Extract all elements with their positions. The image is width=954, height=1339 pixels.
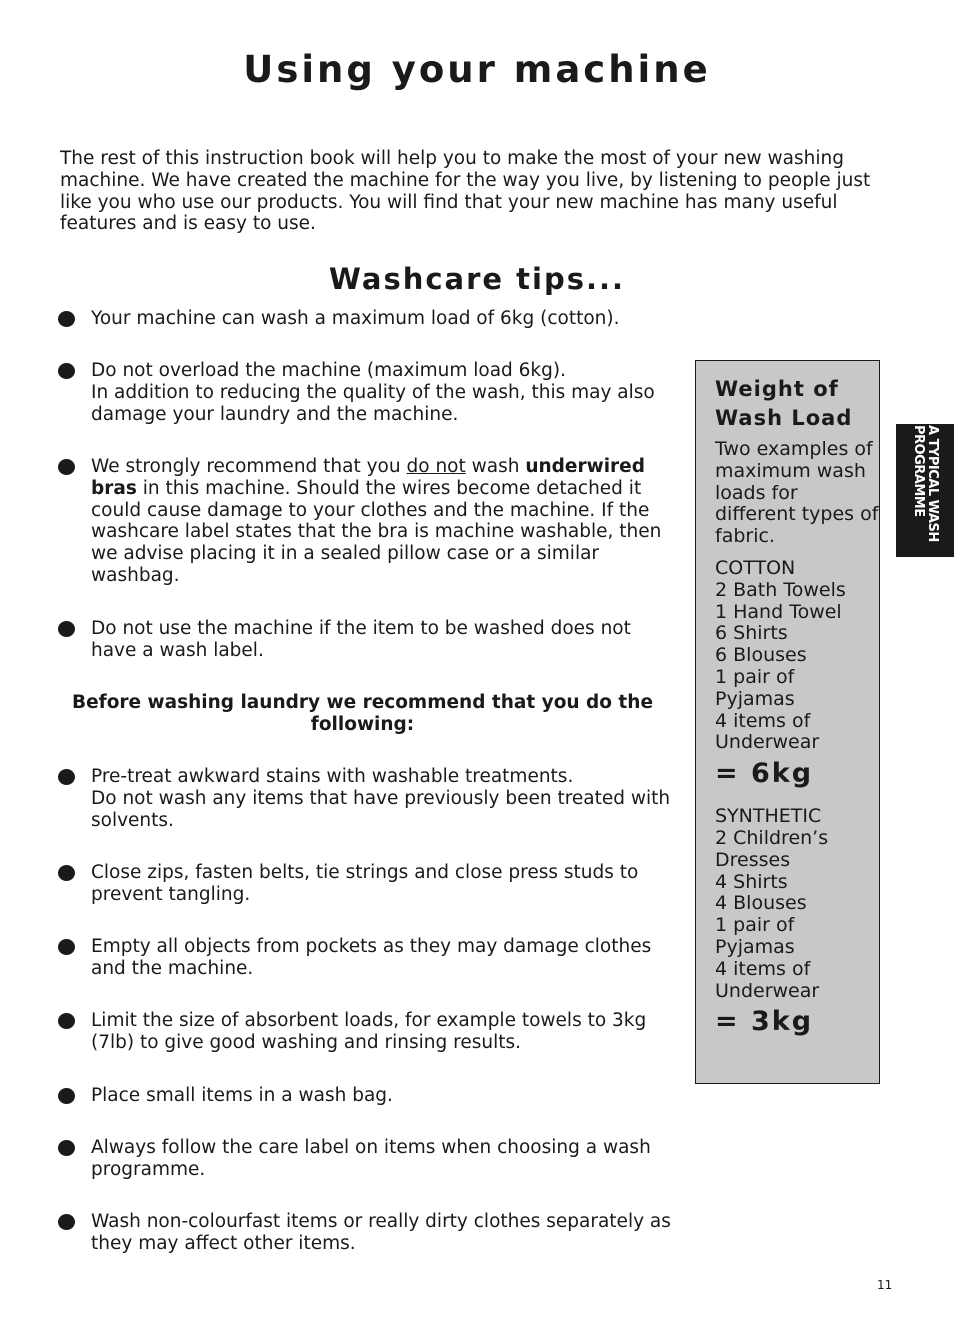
- tip-text: Wash non-colourfast items or really dirty clothes separately as they may affect other items.: [91, 1211, 671, 1254]
- tip-text: Do not wash any items that have previously been treated with solvents.: [91, 787, 671, 831]
- list-item: 6 Shirts: [715, 622, 788, 645]
- list-item: 4 Shirts: [715, 870, 788, 893]
- tip-text: We strongly recommend that you: [91, 456, 407, 477]
- synthetic-heading: SYNTHETIC: [715, 805, 822, 828]
- tip-text: Always follow the care label on items when choosing a wash programme.: [91, 1137, 651, 1180]
- list-item: 4 items of Underwear: [715, 709, 820, 754]
- tip-text: Empty all objects from pockets as they may damage clothes and the machine.: [91, 936, 652, 979]
- page-title: Using your machine: [243, 48, 711, 91]
- bullet-icon: [58, 621, 75, 637]
- box-title: Weight of Wash Load: [715, 377, 853, 430]
- tip-text: in this machine. Should the wires become detached it could cause damage to your clothes and the machine. If the washcare label states that the bra is machine washable, then we advise placing it in a sealed pillow case or a similar washbag.: [91, 477, 662, 586]
- synthetic-result: = 3kg: [715, 1006, 814, 1038]
- bullet-icon: [58, 311, 75, 327]
- side-tab-line: A TYPICAL WASH: [925, 425, 940, 542]
- bullet-icon: [58, 1214, 75, 1230]
- tip-item: [58, 360, 673, 425]
- tip-item: [58, 862, 673, 906]
- tip-item: [58, 766, 673, 831]
- box-description: Two examples of maximum wash loads for different types of fabric.: [715, 438, 879, 548]
- tip-text: Your machine can wash a maximum load of 6kg (cotton).: [91, 308, 620, 329]
- list-item: 6 Blouses: [715, 644, 807, 667]
- weight-of-wash-load-box: [695, 360, 880, 1084]
- list-item: 2 Bath Towels: [715, 578, 846, 601]
- intro-paragraph: The rest of this instruction book will help you to make the most of your new washing machine. We have created the machine for the way you live, by listening to people just like you who use our products. You will find that your new machine has many useful features and is easy to use.: [60, 148, 871, 235]
- list-item: 2 Children’s Dresses: [715, 826, 829, 871]
- tip-item: [58, 456, 673, 587]
- list-item: 4 Blouses: [715, 892, 807, 915]
- bullet-icon: [58, 865, 75, 881]
- tip-text: Pre-treat awkward stains with washable treatments.: [91, 766, 574, 787]
- list-item: 1 pair of Pyjamas: [715, 665, 795, 710]
- tip-text: Limit the size of absorbent loads, for example towels to 3kg (7lb) to give good washing and rinsing results.: [91, 1010, 647, 1053]
- bullet-icon: [58, 1013, 75, 1029]
- tip-item: [58, 1085, 673, 1107]
- tip-text: In addition to reducing the quality of the wash, this may also damage your laundry and the machine.: [91, 381, 655, 425]
- bullet-icon: [58, 459, 75, 475]
- list-item: 1 pair of Pyjamas: [715, 914, 795, 958]
- tip-text: Do not use the machine if the item to be washed does not have a wash label.: [91, 618, 631, 661]
- bullet-icon: [58, 363, 75, 379]
- cotton-items: [715, 580, 879, 754]
- tip-item: [58, 1010, 673, 1054]
- page-number: 11: [877, 1278, 893, 1292]
- tip-text: Place small items in a wash bag.: [91, 1085, 393, 1106]
- before-washing-note: Before washing laundry we recommend that you do the following:: [72, 692, 653, 735]
- list-item: 4 items of Underwear: [715, 957, 820, 1002]
- tip-item: [58, 936, 673, 980]
- tip-text: wash: [465, 456, 526, 477]
- tip-item: [58, 308, 673, 330]
- bullet-icon: [58, 939, 75, 955]
- cotton-heading: COTTON: [715, 556, 796, 579]
- list-item: 1 Hand Towel: [715, 600, 842, 623]
- cotton-result: = 6kg: [715, 758, 814, 790]
- tip-item: [58, 1211, 673, 1255]
- tip-item: [58, 1137, 673, 1181]
- tip-underline-text: do not: [406, 456, 466, 477]
- bullet-icon: [58, 1140, 75, 1156]
- tip-text: Close zips, fasten belts, tie strings and close press studs to prevent tangling.: [91, 862, 639, 905]
- bullet-icon: [58, 1088, 75, 1104]
- side-tab-line: PROGRAMME: [911, 425, 926, 517]
- section-side-tab: [896, 424, 954, 557]
- tip-text: Do not overload the machine (maximum load 6kg).: [91, 360, 566, 381]
- synthetic-items: [715, 828, 879, 1002]
- tip-bold-text: underwired bras: [91, 456, 645, 499]
- bullet-icon: [58, 769, 75, 785]
- tip-item: [58, 618, 673, 662]
- section-title: Washcare tips...: [328, 262, 626, 296]
